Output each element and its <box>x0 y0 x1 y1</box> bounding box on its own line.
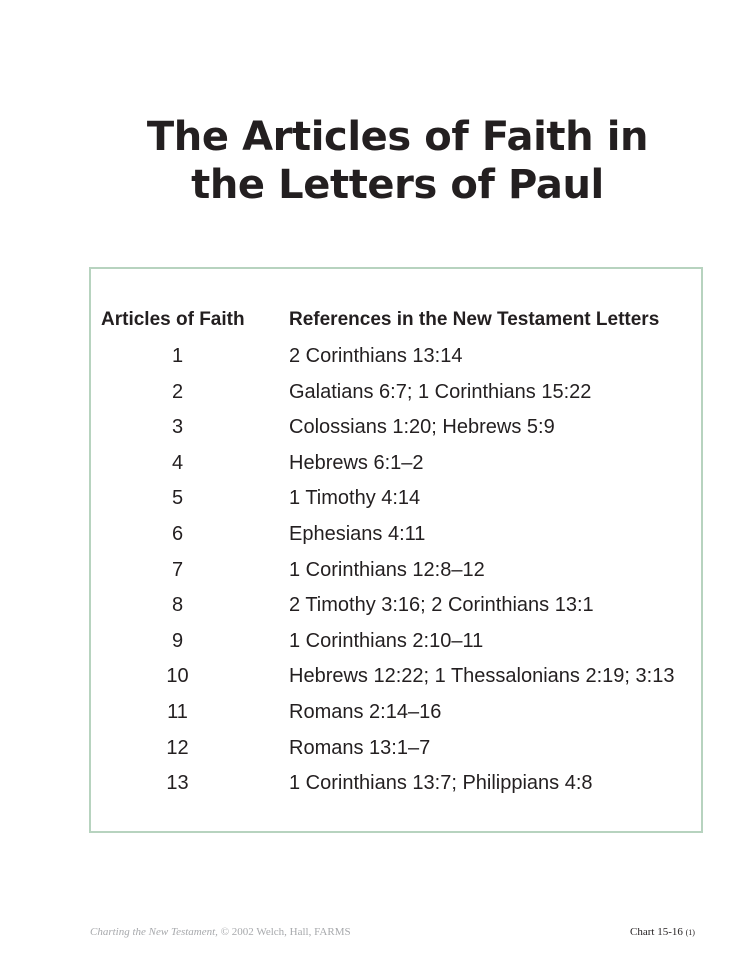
article-number: 12 <box>166 736 189 759</box>
article-number: 11 <box>167 700 188 723</box>
chart-label-suffix: (1) <box>685 928 695 937</box>
scripture-reference: 1 Corinthians 13:7; Philippians 4:8 <box>289 772 593 795</box>
footer-book-title: Charting the New Testament, <box>90 926 218 938</box>
footer-chart-number <box>630 926 695 938</box>
page-title <box>0 113 750 209</box>
table-header <box>0 309 750 335</box>
scripture-reference: 1 Corinthians 2:10–11 <box>289 629 484 652</box>
page-title-line-2: the Letters of Paul <box>191 162 604 208</box>
scripture-reference: Romans 13:1–7 <box>289 736 431 759</box>
footer-credit <box>90 926 351 938</box>
scripture-reference: 1 Corinthians 12:8–12 <box>289 558 485 581</box>
table-row <box>0 520 750 556</box>
article-number: 2 <box>171 380 184 403</box>
table-row <box>0 556 750 592</box>
column-header-articles: Articles of Faith <box>101 309 245 330</box>
scripture-reference: Colossians 1:20; Hebrews 5:9 <box>289 416 555 439</box>
table-row <box>0 591 750 627</box>
article-number: 3 <box>171 416 184 439</box>
scripture-reference: 2 Corinthians 13:14 <box>289 345 463 367</box>
scripture-reference: 1 Timothy 4:14 <box>289 487 421 510</box>
table-row <box>0 769 750 805</box>
scripture-reference: Galatians 6:7; 1 Corinthians 15:22 <box>289 380 592 403</box>
article-number: 1 <box>171 345 184 367</box>
article-number: 10 <box>166 665 189 688</box>
article-number: 13 <box>166 772 189 795</box>
article-number: 9 <box>171 629 184 652</box>
table-row <box>0 484 750 520</box>
column-header-references: References in the New Testament Letters <box>289 309 660 330</box>
scripture-reference: Ephesians 4:11 <box>289 522 426 545</box>
table-row <box>0 662 750 698</box>
table-row <box>0 734 750 770</box>
table-row <box>0 378 750 414</box>
page-title-line-1: The Articles of Faith in <box>146 114 649 160</box>
scripture-reference: Hebrews 12:22; 1 Thessalonians 2:19; 3:13 <box>289 665 675 688</box>
article-number: 5 <box>171 487 184 510</box>
table-row <box>0 342 750 378</box>
scripture-reference: 2 Timothy 3:16; 2 Corinthians 13:1 <box>289 594 594 617</box>
chart-label: Chart 15-16 <box>630 926 683 938</box>
scripture-reference: Hebrews 6:1–2 <box>289 451 424 474</box>
table-row <box>0 698 750 734</box>
table-row <box>0 449 750 485</box>
article-number: 7 <box>171 558 184 581</box>
footer-copyright: © 2002 Welch, Hall, FARMS <box>217 926 351 938</box>
table-body <box>0 342 750 805</box>
table-row <box>0 413 750 449</box>
scripture-reference: Romans 2:14–16 <box>289 700 442 723</box>
table-row <box>0 627 750 663</box>
article-number: 4 <box>171 451 184 474</box>
article-number: 6 <box>171 522 184 545</box>
article-number: 8 <box>171 594 184 617</box>
